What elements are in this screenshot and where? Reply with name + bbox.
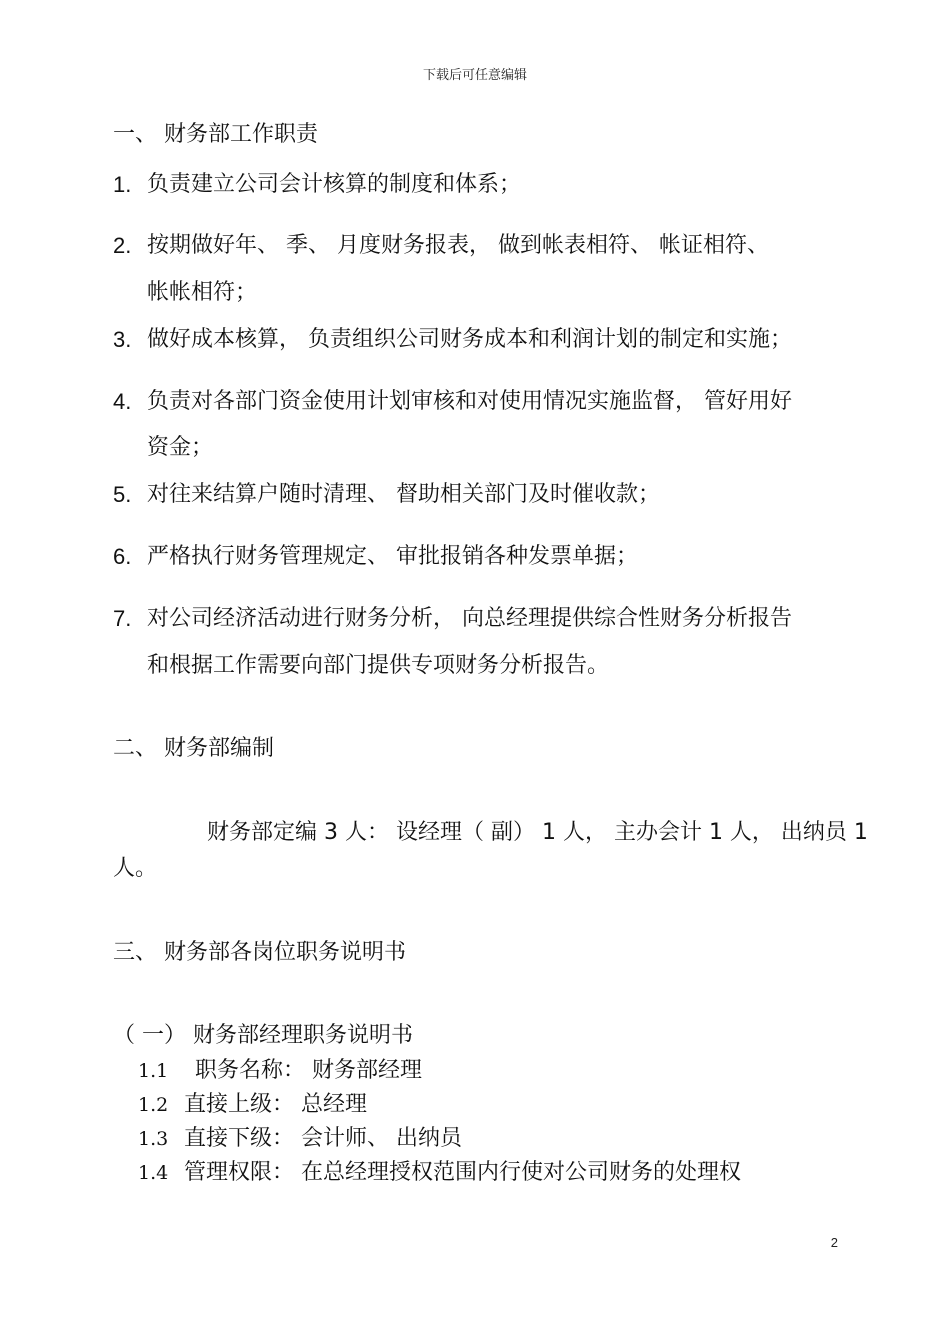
- list-item-number: 2.: [113, 233, 132, 258]
- entry-number: 1.2: [138, 1094, 169, 1116]
- list-item-text-continued: 资金；: [147, 435, 214, 460]
- list-item-number: 5.: [113, 482, 132, 507]
- list-item-text: 负责建立公司会计核算的制度和体系；: [147, 172, 522, 197]
- staffing-paragraph-continued: 人。: [113, 856, 158, 881]
- entry-number: 1.3: [138, 1128, 169, 1150]
- page-header: 下载后可任意编辑: [422, 68, 527, 83]
- subsection-title: （ 一） 财务部经理职务说明书: [113, 1023, 413, 1048]
- section-title-1: 一、 财务部工作职责: [113, 122, 318, 147]
- list-item-number: 1.: [113, 172, 132, 197]
- list-item-number: 6.: [113, 544, 132, 569]
- section-title-2: 二、 财务部编制: [113, 736, 274, 761]
- entry-text: 管理权限： 在总经理授权范围内行使对公司财务的处理权: [184, 1160, 741, 1185]
- entry-text: 直接下级： 会计师、 出纳员: [184, 1126, 462, 1151]
- staffing-paragraph: 财务部定编 3 人： 设经理（ 副） 1 人， 主办会计 1 人， 出纳员 1: [207, 820, 868, 845]
- page-number: 2: [830, 1235, 838, 1250]
- entry-number: 1.1: [138, 1060, 169, 1082]
- list-item-text-continued: 和根据工作需要向部门提供专项财务分析报告。: [147, 653, 610, 678]
- list-item-number: 4.: [113, 389, 132, 414]
- list-item-text: 对往来结算户随时清理、 督助相关部门及时催收款；: [147, 482, 660, 507]
- section-title-3: 三、 财务部各岗位职务说明书: [113, 940, 406, 965]
- entry-number: 1.4: [138, 1162, 169, 1184]
- list-item-text: 做好成本核算， 负责组织公司财务成本和利润计划的制定和实施；: [147, 327, 792, 352]
- list-item-text: 严格执行财务管理规定、 审批报销各种发票单据；: [147, 544, 638, 569]
- entry-text: 职务名称： 财务部经理: [195, 1058, 422, 1083]
- entry-text: 直接上级： 总经理: [184, 1092, 367, 1117]
- list-item-number: 7.: [113, 606, 132, 631]
- list-item-text: 对公司经济活动进行财务分析， 向总经理提供综合性财务分析报告: [147, 606, 792, 631]
- list-item-text: 按期做好年、 季、 月度财务报表， 做到帐表相符、 帐证相符、: [147, 233, 769, 258]
- list-item-text-continued: 帐帐相符；: [147, 280, 258, 305]
- list-item-text: 负责对各部门资金使用计划审核和对使用情况实施监督， 管好用好: [147, 389, 792, 414]
- list-item-number: 3.: [113, 327, 132, 352]
